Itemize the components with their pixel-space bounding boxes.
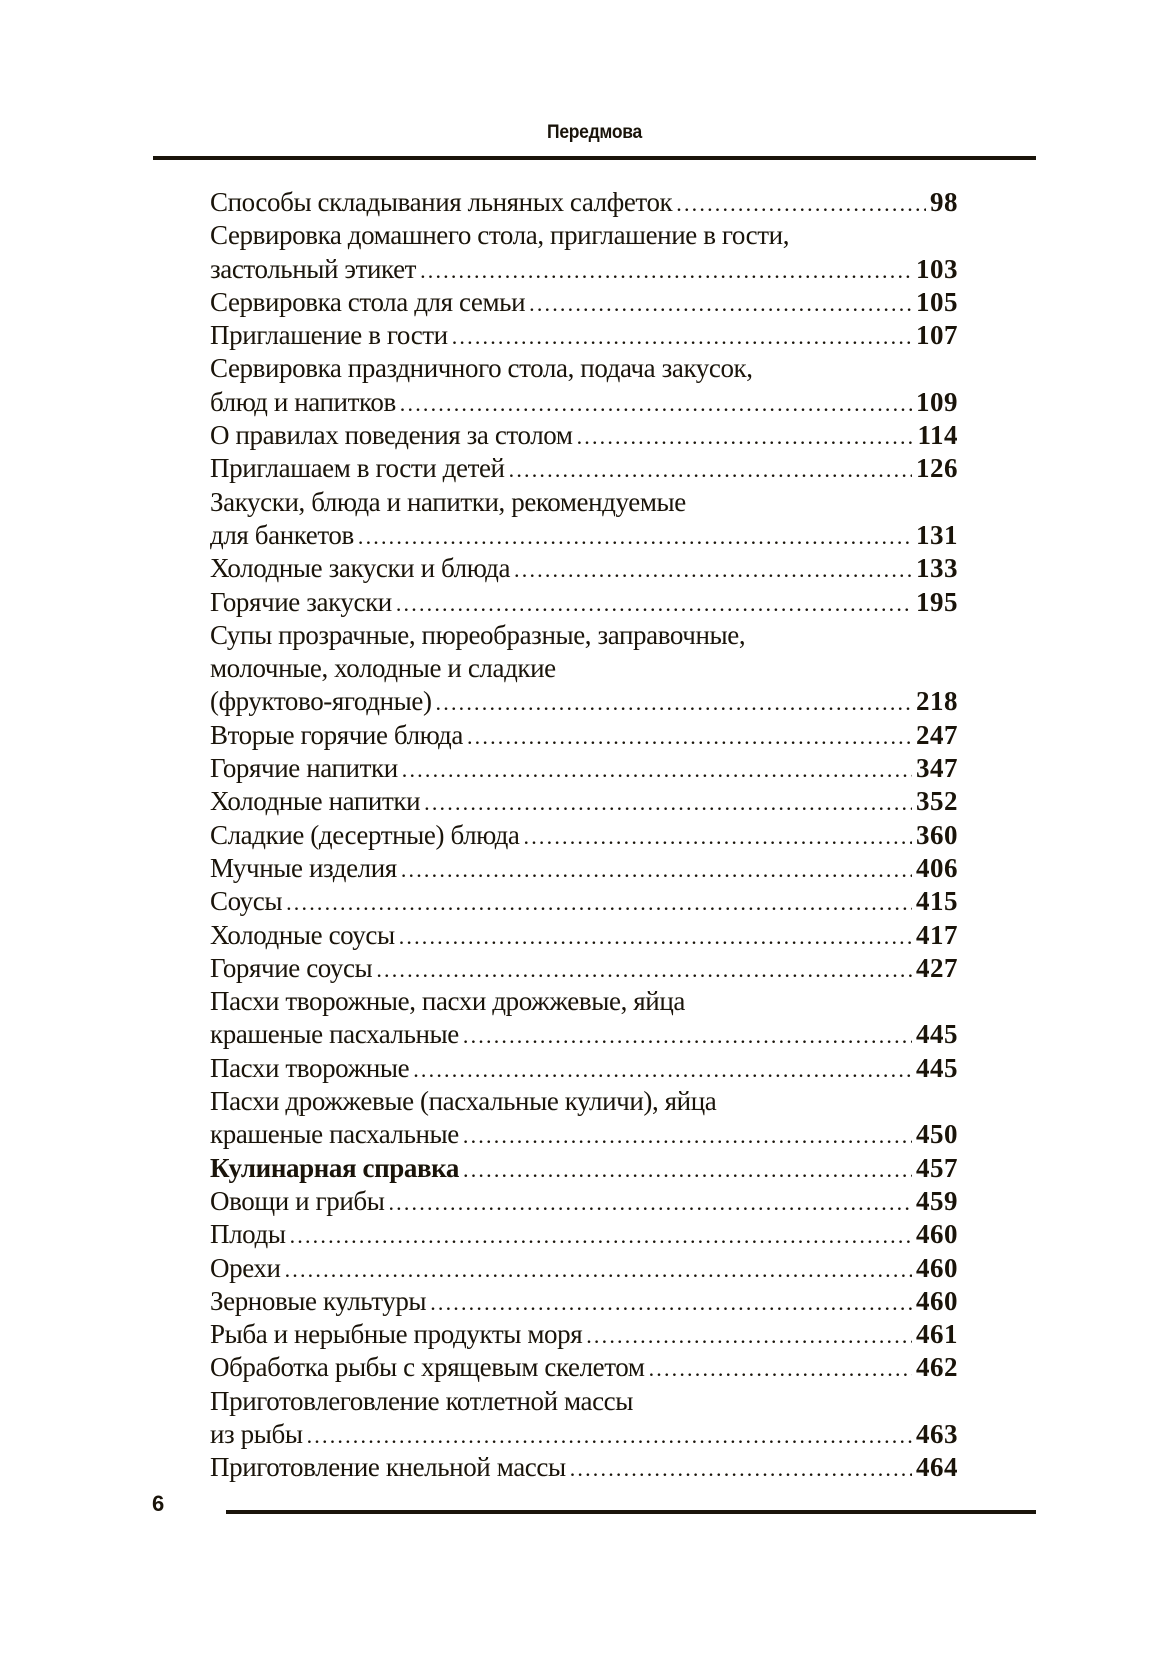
dot-leader	[399, 920, 912, 953]
toc-entry-title: застольный этикет	[210, 253, 417, 284]
toc-entry-title: Способы складывания льняных салфеток	[210, 187, 673, 217]
dot-leader	[290, 1219, 912, 1252]
toc-entry-title: Холодные закуски и блюда	[210, 553, 511, 584]
toc-page-number: 462	[916, 1352, 958, 1383]
toc-entry[interactable]	[210, 752, 958, 785]
toc-page-number: 406	[916, 852, 958, 883]
toc-entry[interactable]	[210, 552, 958, 585]
toc-entry-title: Горячие закуски	[210, 586, 392, 617]
toc-entry-title: Сладкие (десертные) блюда	[210, 819, 520, 850]
toc-entry[interactable]	[210, 619, 958, 652]
toc-entry[interactable]	[210, 352, 958, 385]
dot-leader	[676, 187, 926, 220]
toc-entry[interactable]	[210, 386, 958, 419]
toc-entry-title: Приглашение в гости	[210, 320, 448, 351]
toc-page-number: 131	[916, 519, 958, 550]
toc-page-number: 460	[916, 1252, 958, 1283]
toc-page-number: 103	[916, 253, 958, 284]
toc-entry[interactable]	[210, 1318, 958, 1351]
toc-entry-title: из рыбы	[210, 1418, 303, 1449]
toc-entry-title: Кулинарная справка	[210, 1152, 460, 1183]
toc-entry[interactable]	[210, 586, 958, 619]
toc-entry-title: Мучные изделия	[210, 852, 397, 883]
dot-leader	[467, 720, 912, 753]
dot-leader	[430, 1286, 912, 1319]
dot-leader	[452, 320, 912, 353]
dot-leader	[529, 287, 912, 320]
toc-entry-title: крашеные пасхальные	[210, 1019, 459, 1050]
toc-entry[interactable]	[210, 952, 958, 985]
toc-entry-title: Пасхи творожные	[210, 1052, 410, 1083]
toc-entry-title: Горячие соусы	[210, 952, 373, 983]
toc-page-number: 457	[916, 1152, 958, 1183]
dot-leader	[463, 1119, 912, 1152]
toc-entry-title: молочные, холодные и сладкие	[210, 653, 556, 684]
toc-entry[interactable]	[210, 1185, 958, 1218]
toc-page-number: 133	[916, 553, 958, 584]
running-title: Передмова	[547, 122, 642, 143]
dot-leader	[424, 786, 912, 819]
toc-page-number: 445	[916, 1019, 958, 1050]
toc-entry[interactable]	[210, 1052, 958, 1085]
toc-page-number: 460	[916, 1219, 958, 1250]
toc-entry-title: Сервировка домашнего стола, приглашение в гости,	[210, 220, 790, 251]
toc-entry-title: Пасхи творожные, пасхи дрожжевые, яйца	[210, 986, 685, 1017]
toc-page-number: 107	[916, 320, 958, 351]
toc-entry[interactable]	[210, 419, 958, 452]
toc-entry-title: Вторые горячие блюда	[210, 719, 463, 750]
dot-leader	[586, 1319, 912, 1352]
dot-leader	[514, 553, 912, 586]
toc-entry-title: Соусы	[210, 886, 283, 917]
toc-page-number: 98	[930, 187, 958, 217]
dot-leader	[307, 1419, 912, 1452]
toc-entry[interactable]	[210, 486, 958, 519]
dot-leader	[570, 1452, 912, 1485]
toc-page-number: 461	[916, 1319, 958, 1350]
dot-leader	[463, 1153, 912, 1186]
toc-entry[interactable]	[210, 1118, 958, 1151]
toc-entry[interactable]	[210, 1451, 958, 1484]
toc-page-number: 218	[916, 686, 958, 717]
dot-leader	[396, 587, 912, 620]
toc-entry-title: Сервировка стола для семьи	[210, 286, 526, 317]
toc-entry[interactable]	[210, 785, 958, 818]
toc-entry[interactable]	[210, 1285, 958, 1318]
toc-entry[interactable]	[210, 1252, 958, 1285]
toc-page-number: 109	[916, 386, 958, 417]
toc-entry[interactable]	[210, 1018, 958, 1051]
table-of-contents	[210, 186, 958, 1485]
toc-entry-title: крашеные пасхальные	[210, 1119, 459, 1150]
toc-entry-title: Овощи и грибы	[210, 1185, 385, 1216]
toc-entry[interactable]	[210, 1218, 958, 1251]
toc-entry-title: О правилах поведения за столом	[210, 420, 573, 451]
toc-page-number: 463	[916, 1418, 958, 1449]
toc-page-number: 105	[916, 286, 958, 317]
toc-entry-title: блюд и напитков	[210, 386, 396, 417]
toc-page-number: 460	[916, 1285, 958, 1316]
dot-leader	[401, 853, 912, 886]
toc-entry-title: Приготовление кнельной массы	[210, 1452, 566, 1483]
dot-leader	[400, 387, 912, 420]
toc-entry[interactable]	[210, 1152, 958, 1185]
toc-entry[interactable]	[210, 519, 958, 552]
toc-page-number: 352	[916, 786, 958, 817]
toc-page-number: 195	[916, 586, 958, 617]
dot-leader	[413, 1053, 912, 1086]
toc-entry[interactable]	[210, 985, 958, 1018]
toc-entry[interactable]	[210, 186, 958, 219]
toc-page-number: 114	[917, 420, 958, 451]
toc-entry-title: Сервировка праздничного стола, подача закусок,	[210, 353, 753, 384]
header-rule	[153, 156, 1036, 160]
toc-entry-title: Супы прозрачные, пюреобразные, заправочные,	[210, 619, 746, 650]
dot-leader	[286, 886, 912, 919]
dot-leader	[524, 820, 912, 853]
toc-entry[interactable]	[210, 1351, 958, 1384]
dot-leader	[436, 686, 912, 719]
toc-entry-title: Орехи	[210, 1252, 281, 1283]
toc-entry[interactable]	[210, 319, 958, 352]
toc-page-number: 360	[916, 819, 958, 850]
toc-entry[interactable]	[210, 885, 958, 918]
toc-entry[interactable]	[210, 685, 958, 718]
toc-entry[interactable]	[210, 652, 958, 685]
toc-page-number: 459	[916, 1185, 958, 1216]
dot-leader	[285, 1253, 912, 1286]
toc-entry[interactable]	[210, 286, 958, 319]
toc-entry-title: Пасхи дрожжевые (пасхальные куличи), яйца	[210, 1086, 717, 1117]
toc-entry-title: Приготовлеговление котлетной массы	[210, 1385, 633, 1416]
toc-entry[interactable]	[210, 452, 958, 485]
footer-rule	[226, 1510, 1036, 1514]
toc-entry-title: Зерновые культуры	[210, 1285, 427, 1316]
toc-entry-title: Приглашаем в гости детей	[210, 453, 505, 484]
dot-leader	[420, 254, 912, 287]
toc-page-number: 417	[916, 919, 958, 950]
toc-entry[interactable]	[210, 1085, 958, 1118]
toc-entry-title: для банкетов	[210, 519, 354, 550]
toc-entry[interactable]	[210, 253, 958, 286]
dot-leader	[577, 420, 914, 453]
toc-entry[interactable]	[210, 819, 958, 852]
toc-page-number: 247	[916, 719, 958, 750]
dot-leader	[463, 1019, 912, 1052]
toc-entry-title: Плоды	[210, 1219, 286, 1250]
toc-entry[interactable]	[210, 219, 958, 252]
toc-entry[interactable]	[210, 852, 958, 885]
toc-entry-title: (фруктово-ягодные)	[210, 686, 432, 717]
toc-entry[interactable]	[210, 719, 958, 752]
toc-entry[interactable]	[210, 1385, 958, 1418]
toc-page-number: 415	[916, 886, 958, 917]
toc-page-number: 427	[916, 952, 958, 983]
dot-leader	[358, 520, 912, 553]
toc-page-number: 126	[916, 453, 958, 484]
toc-entry-title: Обработка рыбы с хрящевым скелетом	[210, 1352, 645, 1383]
toc-entry-title: Холодные напитки	[210, 786, 421, 817]
toc-page-number: 347	[916, 753, 958, 784]
dot-leader	[402, 753, 912, 786]
toc-entry-title: Горячие напитки	[210, 753, 398, 784]
toc-entry-title: Закуски, блюда и напитки, рекомендуемые	[210, 486, 686, 517]
toc-entry-title: Рыба и нерыбные продукты моря	[210, 1319, 583, 1350]
toc-entry[interactable]	[210, 1418, 958, 1451]
dot-leader	[388, 1186, 912, 1219]
toc-page-number: 450	[916, 1119, 958, 1150]
dot-leader	[509, 453, 912, 486]
page-number: 6	[152, 1491, 165, 1516]
toc-entry-title: Холодные соусы	[210, 919, 395, 950]
dot-leader	[376, 953, 912, 986]
toc-entry[interactable]	[210, 919, 958, 952]
toc-page-number: 445	[916, 1052, 958, 1083]
dot-leader	[649, 1352, 912, 1385]
toc-page-number: 464	[916, 1452, 958, 1483]
